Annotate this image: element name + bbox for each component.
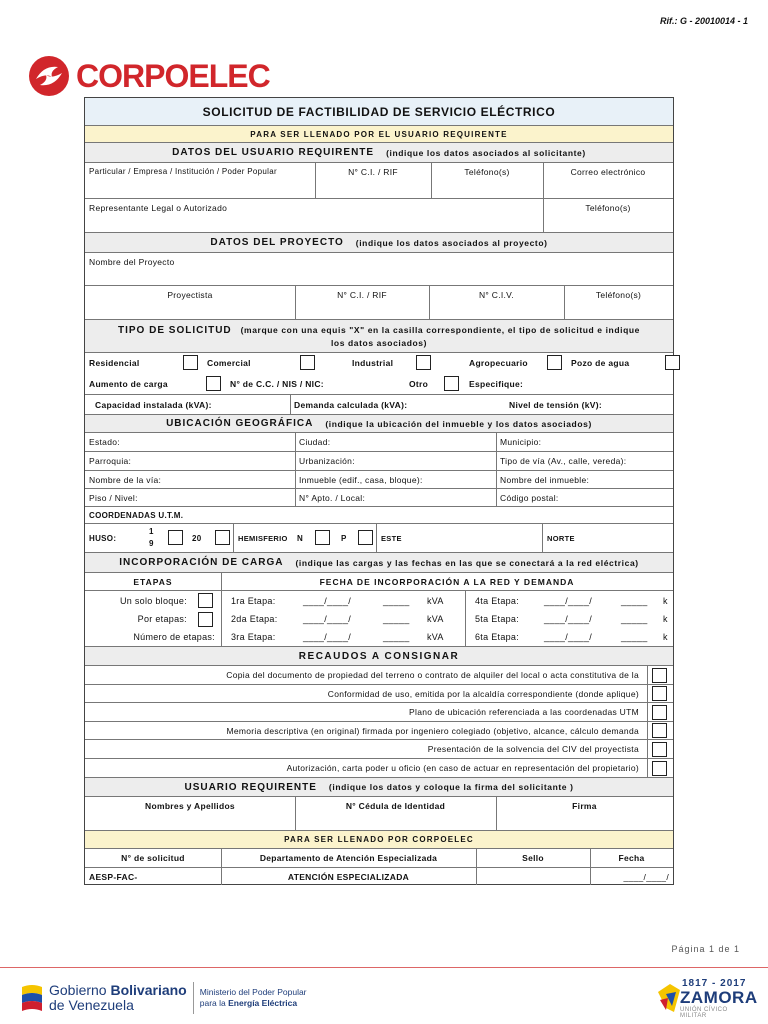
tipo-via-label: Tipo de vía (Av., calle, vereda): — [500, 456, 627, 466]
proyectista-row — [85, 286, 673, 320]
datos-usuario-note: (indique los datos asociados al solicitante) — [386, 147, 586, 158]
norte-label: NORTE — [547, 533, 575, 543]
etapa-4-kva: k — [663, 595, 668, 606]
user-banner: PARA SER LLENADO POR EL USUARIO REQUIRENTE — [250, 129, 508, 139]
etapas-label: ETAPAS — [133, 576, 173, 587]
pozo-checkbox[interactable] — [665, 355, 680, 370]
datos-proyecto-title: DATOS DEL PROYECTO — [210, 237, 344, 248]
zamora-years: 1817 - 2017 — [682, 978, 747, 989]
recaudo-2-label: Conformidad de uso, emitida por la alcaldía correspondiente (donde aplique) — [327, 688, 639, 699]
sello-label: Sello — [522, 853, 544, 863]
usuario-req-note: (indique los datos y coloque la firma del solicitante ) — [328, 782, 574, 792]
etapa-4-date: ____/____/ — [544, 595, 593, 606]
datos-usuario-title: DATOS DEL USUARIO REQUIRENTE — [172, 147, 375, 158]
reference-code: Rif.: G - 20010014 - 1 — [659, 16, 748, 26]
urbanizacion-label: Urbanización: — [299, 456, 355, 466]
departamento-value: ATENCIÓN ESPECIALIZADA — [287, 871, 410, 882]
incorporacion-title: INCORPORACIÓN DE CARGA — [119, 557, 284, 568]
solo-bloque-label: Un solo bloque: — [119, 595, 187, 606]
etapa-3-label: 3ra Etapa: — [231, 632, 276, 642]
proyecto-nombre-row — [85, 253, 673, 286]
datos-proyecto-note: (indique los datos asociados al proyecto) — [355, 237, 548, 248]
recaudos-header — [85, 647, 673, 666]
capacidad-row — [85, 395, 673, 415]
solo-bloque-checkbox[interactable] — [198, 593, 213, 608]
etapa-2-kva: kVA — [427, 614, 444, 624]
proyecto-ci-label: N° C.I. / RIF — [337, 290, 387, 300]
corpoelec-banner: PARA SER LLENADO POR CORPOELEC — [284, 835, 474, 844]
recaudos-title: RECAUDOS A CONSIGNAR — [298, 650, 460, 662]
huso-20-label: 20 — [192, 533, 202, 543]
fecha-incorporacion-label: FECHA DE INCORPORACIÓN A LA RED Y DEMANDA — [319, 576, 575, 587]
etapa-3-date: ____/____/ — [303, 632, 352, 642]
ministerio-line2: para la — [199, 998, 226, 1008]
recaudo-1-checkbox[interactable] — [652, 668, 667, 683]
hemisferio-label: HEMISFERIO — [238, 533, 288, 543]
etapa-3-kva-blank: _____ — [383, 632, 410, 642]
postal-label: Código postal: — [500, 492, 559, 503]
numero-etapas-label: Número de etapas: — [133, 632, 215, 642]
corpoelec-logo — [28, 55, 270, 97]
usuario-row-1 — [85, 163, 673, 199]
parroquia-label: Parroquia: — [89, 456, 132, 466]
nombre-proyecto-label: Nombre del Proyecto — [89, 257, 175, 267]
incorporacion-header — [85, 553, 673, 573]
huso-19-label: 1 9 — [149, 527, 154, 548]
ubicacion-header — [85, 415, 673, 433]
venezuela-flag-icon — [20, 983, 44, 1013]
este-label: ESTE — [381, 533, 402, 543]
recaudo-row-3 — [85, 703, 673, 722]
hemisferio-p-label: P — [341, 533, 347, 543]
tipo-solicitud-title: TIPO DE SOLICITUD — [117, 325, 232, 336]
recaudo-5-label: Presentación de la solvencia del CIV del proyectista — [427, 744, 639, 754]
proyectista-label: Proyectista — [167, 290, 213, 300]
aumento-label: Aumento de carga — [89, 378, 168, 389]
comercial-checkbox[interactable] — [300, 355, 315, 370]
tipo-row-1 — [85, 353, 673, 373]
correo-label: Correo electrónico — [570, 167, 646, 177]
recaudo-3-label: Plano de ubicación referenciada a las coordenadas UTM — [409, 707, 639, 717]
zamora-logo — [656, 976, 758, 1019]
huso-label: HUSO: — [89, 533, 117, 543]
solicitud-value: AESP-FAC- — [89, 871, 138, 882]
huso-19-checkbox[interactable] — [168, 530, 183, 545]
telefono2-label: Teléfono(s) — [585, 203, 631, 213]
nc-label: N° de C.C. / NIS / NIC: — [230, 378, 324, 389]
etapa-row-1 — [85, 591, 673, 610]
recaudo-row-4 — [85, 722, 673, 740]
usuario-row-2 — [85, 199, 673, 233]
incorporacion-note: (indique las cargas y las fechas en las que se conectará a la red eléctrica) — [295, 557, 639, 568]
etapa-1-kva-blank: _____ — [383, 595, 410, 606]
particular-label: Particular / Empresa / Institución / Poder Popular — [89, 167, 277, 176]
nombres-label: Nombres y Apellidos — [145, 801, 235, 811]
utm-label: COORDENADAS U.T.M. — [89, 510, 184, 520]
recaudo-3-checkbox[interactable] — [652, 705, 667, 720]
nombre-inmueble-label: Nombre del inmueble: — [500, 474, 590, 485]
estado-label: Estado: — [89, 437, 120, 447]
etapa-5-kva: k — [663, 614, 668, 624]
civ-label: N° C.I.V. — [478, 290, 515, 300]
datos-proyecto-header — [85, 233, 673, 253]
municipio-label: Municipio: — [500, 437, 542, 447]
recaudo-1-label: Copia del documento de propiedad del terreno o contrato de alquiler del local o acta constitutiva de la — [226, 670, 639, 680]
etapa-6-label: 6ta Etapa: — [475, 632, 520, 642]
ministerio-line1: Ministerio del Poder Popular — [199, 987, 307, 997]
corpoelec-value-row — [85, 867, 673, 885]
form-title-row — [85, 98, 673, 126]
firma-label: Firma — [572, 801, 597, 811]
solicitud-form — [84, 97, 674, 885]
otro-checkbox[interactable] — [444, 376, 459, 391]
ministerio-bold: Energía Eléctrica — [228, 998, 298, 1008]
etapa-1-kva: kVA — [427, 595, 444, 606]
ciudad-label: Ciudad: — [299, 437, 331, 447]
ci-rif-label: N° C.I. / RIF — [348, 167, 398, 177]
corpoelec-header-row — [85, 849, 673, 867]
representante-label: Representante Legal o Autorizado — [89, 203, 228, 213]
incorporacion-subheader — [85, 573, 673, 591]
industrial-label: Industrial — [352, 358, 394, 368]
piso-label: Piso / Nivel: — [89, 492, 138, 503]
ubicacion-title: UBICACIÓN GEOGRÁFICA — [166, 418, 314, 429]
tipo-solicitud-note: (marque con una equis "X" en la casilla correspondiente, el tipo de solicitud e indique — [240, 325, 641, 335]
etapa-2-date: ____/____/ — [303, 614, 352, 624]
ubicacion-row-1 — [85, 433, 673, 452]
aumento-checkbox[interactable] — [206, 376, 221, 391]
corpoelec-logo-icon — [28, 55, 70, 97]
recaudo-6-checkbox[interactable] — [652, 761, 667, 776]
user-banner-row — [85, 126, 673, 143]
telefono-label: Teléfono(s) — [464, 167, 510, 177]
por-etapas-checkbox[interactable] — [198, 612, 213, 627]
departamento-label: Departamento de Atención Especializada — [259, 853, 438, 863]
agropecuario-checkbox[interactable] — [547, 355, 562, 370]
residencial-checkbox[interactable] — [183, 355, 198, 370]
zamora-name: ZAMORA — [680, 988, 758, 1007]
etapa-1-label: 1ra Etapa: — [231, 595, 276, 606]
huso-20-checkbox[interactable] — [215, 530, 230, 545]
recaudo-2-checkbox[interactable] — [652, 686, 667, 701]
industrial-checkbox[interactable] — [416, 355, 431, 370]
recaudo-4-checkbox[interactable] — [652, 723, 667, 738]
recaudo-row-2 — [85, 685, 673, 703]
corpoelec-banner-row — [85, 831, 673, 849]
cedula-label: N° Cédula de Identidad — [345, 801, 446, 811]
gobierno-logo — [20, 978, 307, 1018]
apto-label: N° Apto. / Local: — [299, 492, 366, 503]
solicitud-label: N° de solicitud — [121, 853, 185, 863]
hemisferio-n-label: N — [297, 533, 304, 543]
etapa-6-kva: k — [663, 632, 668, 642]
especifique-label: Especifique: — [469, 378, 524, 389]
tipo-solicitud-note2: los datos asociados) — [330, 338, 428, 348]
gob-line2: de Venezuela — [49, 997, 134, 1013]
recaudo-row-5 — [85, 740, 673, 759]
page-number: Página 1 de 1 — [671, 944, 740, 954]
ubicacion-row-2 — [85, 452, 673, 471]
capacidad-label: Capacidad instalada (kVA): — [95, 399, 212, 410]
residencial-label: Residencial — [89, 358, 140, 368]
etapa-4-kva-blank: _____ — [621, 595, 648, 606]
ubicacion-row-3 — [85, 471, 673, 489]
usuario-req-header — [85, 778, 673, 797]
etapa-6-date: ____/____/ — [544, 632, 593, 642]
comercial-label: Comercial — [207, 358, 251, 368]
fecha-value: ____/____/ — [623, 871, 669, 882]
etapa-4-label: 4ta Etapa: — [475, 595, 520, 606]
nombre-via-label: Nombre de la vía: — [89, 474, 162, 485]
utm-row — [85, 507, 673, 524]
por-etapas-label: Por etapas: — [137, 614, 187, 624]
tension-label: Nivel de tensión (kV): — [509, 399, 603, 410]
recaudo-6-label: Autorización, carta poder u oficio (en caso de actuar en representación del propietario) — [286, 763, 639, 773]
etapa-1-date: ____/____/ — [303, 595, 352, 606]
etapa-row-3 — [85, 628, 673, 647]
etapa-3-kva: kVA — [427, 632, 444, 642]
tipo-solicitud-header — [85, 320, 673, 353]
recaudo-row-6 — [85, 759, 673, 778]
gob-bold: Bolivariano — [110, 982, 187, 998]
logo-text: CORPOELEC — [76, 57, 270, 94]
zamora-sub: UNIÓN CÍVICO MILITAR — [680, 1007, 728, 1019]
gob-line1: Gobierno — [49, 982, 107, 998]
recaudo-4-label: Memoria descriptiva (en original) firmada por ingeniero colegiado (objetivo, alcance, cálculo demanda — [226, 725, 639, 736]
fecha-label: Fecha — [618, 853, 645, 863]
agropecuario-label: Agropecuario — [469, 358, 528, 368]
demanda-label: Demanda calculada (kVA): — [294, 399, 408, 410]
hemisferio-n-checkbox[interactable] — [315, 530, 330, 545]
ubicacion-row-4 — [85, 489, 673, 507]
recaudo-5-checkbox[interactable] — [652, 742, 667, 757]
recaudo-row-1 — [85, 666, 673, 685]
footer-divider — [0, 967, 768, 968]
etapa-5-label: 5ta Etapa: — [475, 614, 520, 624]
hemisferio-p-checkbox[interactable] — [358, 530, 373, 545]
otro-label: Otro — [409, 378, 429, 389]
etapa-row-2 — [85, 610, 673, 628]
etapa-5-kva-blank: _____ — [621, 614, 648, 624]
datos-usuario-header — [85, 143, 673, 163]
zamora-emblem-icon — [656, 982, 682, 1014]
pozo-label: Pozo de agua — [571, 358, 630, 368]
usuario-req-row — [85, 797, 673, 831]
tipo-row-2 — [85, 373, 673, 395]
inmueble-label: Inmueble (edif., casa, bloque): — [299, 474, 423, 485]
etapa-2-kva-blank: _____ — [383, 614, 410, 624]
etapa-6-kva-blank: _____ — [621, 632, 648, 642]
ubicacion-note: (indique la ubicación del inmueble y los datos asociados) — [325, 418, 592, 429]
etapa-5-date: ____/____/ — [544, 614, 593, 624]
proyecto-telefono-label: Teléfono(s) — [595, 290, 642, 300]
etapa-2-label: 2da Etapa: — [231, 614, 278, 624]
huso-row — [85, 524, 673, 553]
form-title: SOLICITUD DE FACTIBILIDAD DE SERVICIO ELÉCTRICO — [202, 104, 556, 119]
usuario-req-title: USUARIO REQUIRENTE — [184, 781, 317, 793]
